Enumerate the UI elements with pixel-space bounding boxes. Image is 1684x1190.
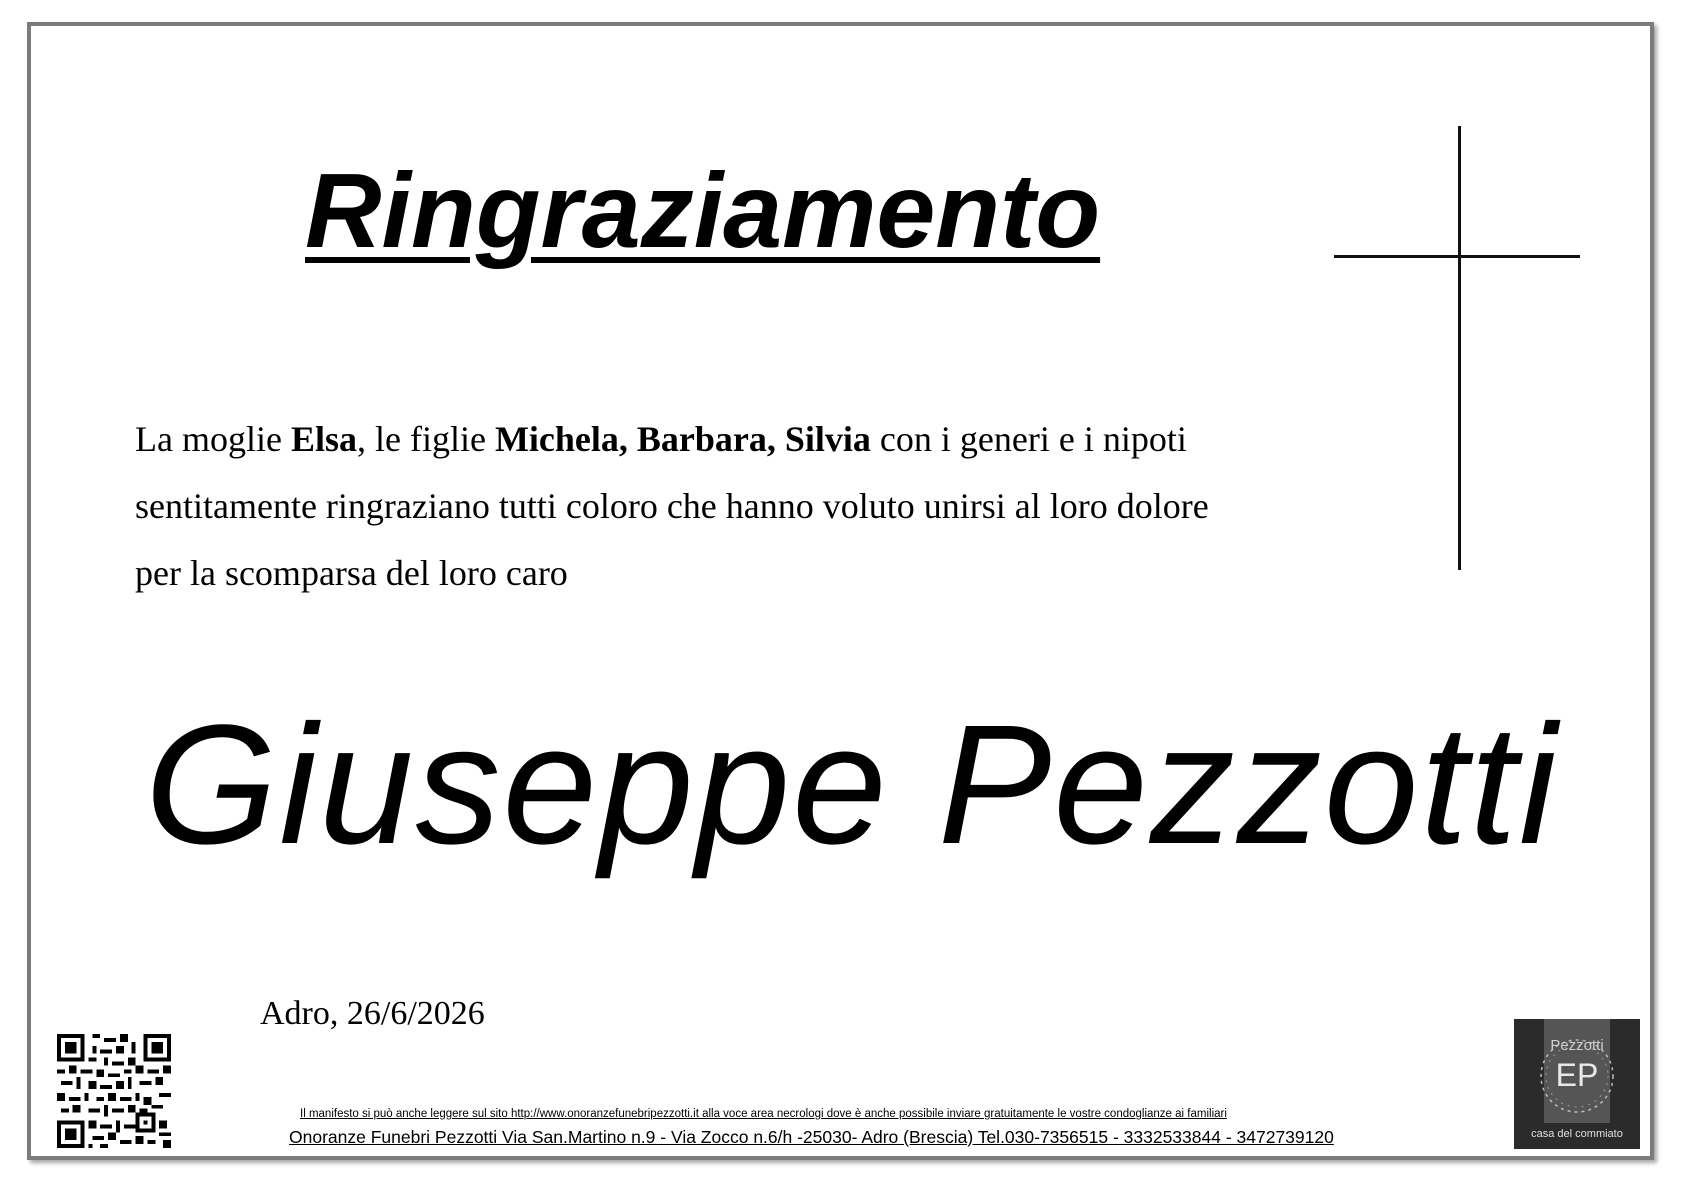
logo-brand: Pezzotti xyxy=(1550,1037,1604,1054)
body-line-2: sentitamente ringraziano tutti coloro che hanno voluto unirsi al loro dolore xyxy=(135,486,1209,526)
qr-code-icon[interactable] xyxy=(57,1034,171,1148)
body-line-1: La moglie Elsa, le figlie Michela, Barbara, Silvia con i generi e i nipoti xyxy=(135,419,1187,459)
cross-icon xyxy=(1458,126,1461,570)
logo-monogram: EP xyxy=(1555,1057,1599,1093)
notice-title: Ringraziamento xyxy=(305,152,1101,270)
notice-body xyxy=(135,406,1435,607)
footer-website-note[interactable]: Il manifesto si può anche leggere sul sito http://www.onoranzefunebripezzotti.it alla voce area necrologi dove è anche possibile inviare gratuitamente le vostre condoglianze ai familiari xyxy=(300,1108,1227,1120)
place-date: Adro, 26/6/2026 xyxy=(260,995,485,1032)
cross-icon-bar xyxy=(1334,255,1580,258)
footer-address: Onoranze Funebri Pezzotti Via San.Martino n.9 - Via Zocco n.6/h -25030- Adro (Brescia) Tel.030-7356515 - 3332533844 - 3472739120 xyxy=(289,1127,1334,1147)
body-line-3: per la scomparsa del loro caro xyxy=(135,553,568,593)
logo-tagline: casa del commiato xyxy=(1531,1128,1623,1140)
funeral-home-logo xyxy=(1514,1019,1640,1149)
deceased-name: Giuseppe Pezzotti xyxy=(145,690,1559,880)
